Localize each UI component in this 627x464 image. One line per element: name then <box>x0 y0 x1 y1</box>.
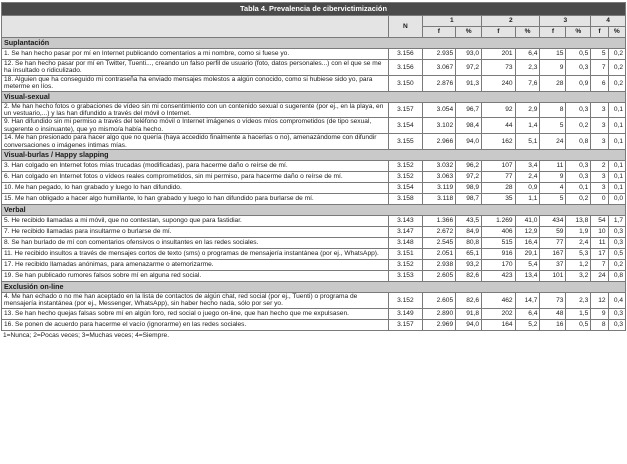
value-cell: 3.032 <box>422 161 456 172</box>
value-n: 3.149 <box>389 308 423 319</box>
section-row <box>2 91 626 102</box>
header-pct-1: % <box>456 27 482 38</box>
section-row <box>2 205 626 216</box>
item-description: 6. Han colgado en Internet fotos o vídeos reales comprometidos, sin mi permiso, para hacerme daño o reírse de mí. <box>2 172 389 183</box>
item-description: 8. Se han burlado de mí con comentarios ofensivos o insultantes en las redes sociales. <box>2 238 389 249</box>
header-pct-3: % <box>566 27 591 38</box>
value-n: 3.150 <box>389 75 423 91</box>
value-n: 3.157 <box>389 319 423 330</box>
table-row <box>2 194 626 205</box>
value-cell: 6,4 <box>515 49 540 60</box>
value-cell: 2,4 <box>515 172 540 183</box>
value-cell: 5 <box>591 49 608 60</box>
value-cell: 2,4 <box>566 238 591 249</box>
value-cell: 98,7 <box>456 194 482 205</box>
section-row <box>2 282 626 293</box>
value-cell: 0,1 <box>608 183 625 194</box>
value-cell: 28 <box>540 75 566 91</box>
value-cell: 3.102 <box>422 118 456 134</box>
value-cell: 201 <box>482 49 516 60</box>
value-cell: 35 <box>482 194 516 205</box>
value-cell: 11 <box>591 238 608 249</box>
value-cell: 2 <box>591 161 608 172</box>
value-cell: 3 <box>591 183 608 194</box>
value-cell: 0,8 <box>566 134 591 150</box>
item-description: 10. Me han pegado, lo han grabado y luego lo han difundido. <box>2 183 389 194</box>
value-cell: 3 <box>591 102 608 118</box>
header-group-3: 3 <box>540 16 591 27</box>
table-row <box>2 102 626 118</box>
value-cell: 3 <box>591 118 608 134</box>
value-cell: 5,4 <box>515 260 540 271</box>
value-cell: 0,5 <box>608 249 625 260</box>
section-row <box>2 150 626 161</box>
value-cell: 11 <box>540 161 566 172</box>
value-cell: 406 <box>482 227 516 238</box>
header-n: N <box>389 16 423 38</box>
table-footnote: 1=Nunca; 2=Pocas veces; 3=Muchas veces; 4=Siempre. <box>3 331 170 339</box>
value-cell: 2.966 <box>422 134 456 150</box>
value-cell: 3.118 <box>422 194 456 205</box>
item-description: 4. Me han echado o no me han aceptado en la lista de contactos de algún chat, red social (por ej., Tuenti) o programa de mensajería instantánea (por ej., Messenger, WhatsApp), sin haber hecho nada, sólo por ser yo. <box>2 293 389 309</box>
value-cell: 97,2 <box>456 172 482 183</box>
item-description: 13. Se han hecho quejas falsas sobre mí en algún foro, red social o juego on-line, que han hecho que me expulsasen. <box>2 308 389 319</box>
value-cell: 59 <box>540 227 566 238</box>
value-cell: 6 <box>591 75 608 91</box>
table-row <box>2 118 626 134</box>
value-cell: 24 <box>591 271 608 282</box>
value-cell: 167 <box>540 249 566 260</box>
value-cell: 5 <box>540 118 566 134</box>
value-cell: 13,4 <box>515 271 540 282</box>
value-cell: 6,4 <box>515 308 540 319</box>
table-row <box>2 161 626 172</box>
value-n: 3.157 <box>389 102 423 118</box>
header-f-1: f <box>422 27 456 38</box>
value-cell: 5,2 <box>515 319 540 330</box>
value-cell: 0,5 <box>566 319 591 330</box>
value-cell: 14,7 <box>515 293 540 309</box>
value-cell: 93,0 <box>456 49 482 60</box>
value-cell: 29,1 <box>515 249 540 260</box>
value-cell: 434 <box>540 216 566 227</box>
value-cell: 1,5 <box>566 308 591 319</box>
value-cell: 5,3 <box>566 249 591 260</box>
value-cell: 98,9 <box>456 183 482 194</box>
value-cell: 16,4 <box>515 238 540 249</box>
value-cell: 41,0 <box>515 216 540 227</box>
value-cell: 916 <box>482 249 516 260</box>
value-cell: 0,1 <box>608 161 625 172</box>
value-cell: 82,6 <box>456 293 482 309</box>
value-cell: 3 <box>591 172 608 183</box>
value-cell: 2.672 <box>422 227 456 238</box>
value-cell: 0,3 <box>608 227 625 238</box>
table-row <box>2 319 626 330</box>
value-cell: 2.938 <box>422 260 456 271</box>
value-cell: 7 <box>591 260 608 271</box>
value-cell: 0,3 <box>566 161 591 172</box>
item-description: 16. Se ponen de acuerdo para hacerme el vacío (ignorarme) en las redes sociales. <box>2 319 389 330</box>
value-cell: 202 <box>482 308 516 319</box>
value-cell: 0,3 <box>566 172 591 183</box>
value-cell: 13,8 <box>566 216 591 227</box>
value-cell: 4 <box>540 183 566 194</box>
value-cell: 0,0 <box>608 194 625 205</box>
item-description: 18. Alguien que ha conseguido mi contraseña ha enviado mensajes molestos a algún conocido, como si hubiese sido yo, para meterme en líos. <box>2 75 389 91</box>
value-cell: 0,2 <box>566 118 591 134</box>
header-group-4: 4 <box>591 16 626 27</box>
value-cell: 65,1 <box>456 249 482 260</box>
table-row <box>2 293 626 309</box>
value-cell: 77 <box>482 172 516 183</box>
value-cell: 8 <box>591 319 608 330</box>
table-row <box>2 60 626 76</box>
value-n: 3.148 <box>389 238 423 249</box>
value-cell: 1,9 <box>566 227 591 238</box>
table-row <box>2 172 626 183</box>
value-n: 3.152 <box>389 161 423 172</box>
value-cell: 2.051 <box>422 249 456 260</box>
value-cell: 97,2 <box>456 60 482 76</box>
value-cell: 0,2 <box>608 49 625 60</box>
section-row <box>2 38 626 49</box>
header-group-1: 1 <box>422 16 481 27</box>
value-cell: 0,2 <box>608 75 625 91</box>
value-n: 3.153 <box>389 271 423 282</box>
table-row <box>2 227 626 238</box>
table-body <box>2 3 626 331</box>
section-title: Suplantación <box>2 38 626 49</box>
value-cell: 423 <box>482 271 516 282</box>
value-cell: 0,3 <box>608 308 625 319</box>
value-cell: 2.935 <box>422 49 456 60</box>
item-description: 2. Me han hecho fotos o grabaciones de vídeo sin mi consentimiento con un contenido sexual o sugerente (por ej., en la playa, en un vestuario,...) y las han difundido a través del móvil o Internet. <box>2 102 389 118</box>
value-cell: 2.605 <box>422 293 456 309</box>
value-cell: 9 <box>540 60 566 76</box>
value-cell: 91,3 <box>456 75 482 91</box>
value-cell: 0,2 <box>566 194 591 205</box>
value-cell: 37 <box>540 260 566 271</box>
value-n: 3.154 <box>389 183 423 194</box>
header-group-2: 2 <box>482 16 540 27</box>
value-cell: 0,2 <box>608 60 625 76</box>
value-cell: 7,6 <box>515 75 540 91</box>
value-n: 3.147 <box>389 227 423 238</box>
value-cell: 98,4 <box>456 118 482 134</box>
item-description: 12. Se han hecho pasar por mí en Twitter, Tuenti..., creando un falso perfil de usuario (foto, datos personales...) con el que se me ha insultado o ridiculizado. <box>2 60 389 76</box>
value-n: 3.156 <box>389 60 423 76</box>
table-row <box>2 238 626 249</box>
item-description: 17. He recibido llamadas anónimas, para amenazarme o atemorizarme. <box>2 260 389 271</box>
item-description: 15. Me han obligado a hacer algo humillante, lo han grabado y luego lo han difundido para burlarse de mí. <box>2 194 389 205</box>
value-n: 3.152 <box>389 172 423 183</box>
value-cell: 3.054 <box>422 102 456 118</box>
table-row <box>2 49 626 60</box>
value-cell: 15 <box>540 49 566 60</box>
value-cell: 2,3 <box>566 293 591 309</box>
item-description: 11. He recibido insultos a través de mensajes cortos de texto (sms) o programas de mensajería instantánea (por ej., WhatsApp). <box>2 249 389 260</box>
value-cell: 91,8 <box>456 308 482 319</box>
value-cell: 162 <box>482 134 516 150</box>
value-cell: 2,3 <box>515 60 540 76</box>
value-cell: 82,6 <box>456 271 482 282</box>
value-cell: 10 <box>591 227 608 238</box>
value-cell: 2.605 <box>422 271 456 282</box>
value-cell: 1,1 <box>515 194 540 205</box>
value-cell: 0 <box>591 194 608 205</box>
value-cell: 5 <box>540 194 566 205</box>
value-cell: 101 <box>540 271 566 282</box>
value-n: 3.158 <box>389 194 423 205</box>
value-cell: 0,2 <box>608 260 625 271</box>
value-cell: 1.366 <box>422 216 456 227</box>
item-description: 3. Han colgado en Internet fotos mías trucadas (modificadas), para hacerme daño o reírse de mí. <box>2 161 389 172</box>
header-f-2: f <box>482 27 516 38</box>
value-cell: 9 <box>540 172 566 183</box>
item-description: 9. Han difundido sin mi permiso a través del teléfono móvil o Internet imágenes o vídeos míos comprometidos (de tipo sexual, sugerente o insinuante), que yo mismo/a había hecho. <box>2 118 389 134</box>
section-title: Verbal <box>2 205 626 216</box>
item-description: 1. Se han hecho pasar por mí en Internet publicando comentarios a mi nombre, como si fuese yo. <box>2 49 389 60</box>
header-pct-2: % <box>515 27 540 38</box>
section-title: Visual-burlas / Happy slapping <box>2 150 626 161</box>
value-cell: 5,1 <box>515 134 540 150</box>
value-cell: 0,9 <box>515 183 540 194</box>
value-cell: 2.876 <box>422 75 456 91</box>
value-cell: 3 <box>591 134 608 150</box>
value-cell: 0,9 <box>566 75 591 91</box>
value-cell: 3.067 <box>422 60 456 76</box>
value-n: 3.152 <box>389 260 423 271</box>
header-f-3: f <box>540 27 566 38</box>
value-cell: 92 <box>482 102 516 118</box>
value-cell: 2.969 <box>422 319 456 330</box>
item-description: 19. Se han publicado rumores falsos sobre mí en alguna red social. <box>2 271 389 282</box>
value-cell: 54 <box>591 216 608 227</box>
value-cell: 16 <box>540 319 566 330</box>
value-cell: 1,4 <box>515 118 540 134</box>
value-cell: 94,0 <box>456 134 482 150</box>
value-cell: 1,7 <box>608 216 625 227</box>
value-cell: 2,9 <box>515 102 540 118</box>
table-row <box>2 75 626 91</box>
value-cell: 164 <box>482 319 516 330</box>
section-title: Exclusión on-line <box>2 282 626 293</box>
value-n: 3.154 <box>389 118 423 134</box>
value-cell: 1.269 <box>482 216 516 227</box>
value-cell: 2.545 <box>422 238 456 249</box>
value-cell: 107 <box>482 161 516 172</box>
value-cell: 462 <box>482 293 516 309</box>
value-cell: 80,8 <box>456 238 482 249</box>
value-cell: 0,1 <box>608 118 625 134</box>
value-cell: 0,3 <box>566 60 591 76</box>
value-cell: 94,0 <box>456 319 482 330</box>
header-blank <box>2 16 389 38</box>
value-cell: 93,2 <box>456 260 482 271</box>
value-cell: 73 <box>482 60 516 76</box>
value-cell: 240 <box>482 75 516 91</box>
value-n: 3.151 <box>389 249 423 260</box>
value-cell: 3,4 <box>515 161 540 172</box>
value-cell: 84,9 <box>456 227 482 238</box>
value-cell: 0,1 <box>566 183 591 194</box>
value-cell: 0,5 <box>566 49 591 60</box>
value-cell: 3.063 <box>422 172 456 183</box>
table-row <box>2 308 626 319</box>
value-cell: 44 <box>482 118 516 134</box>
value-cell: 0,3 <box>608 319 625 330</box>
value-n: 3.143 <box>389 216 423 227</box>
item-description: 7. He recibido llamadas para insultarme o burlarse de mí. <box>2 227 389 238</box>
value-cell: 0,4 <box>608 293 625 309</box>
value-cell: 0,3 <box>566 102 591 118</box>
value-cell: 1,2 <box>566 260 591 271</box>
value-cell: 0,1 <box>608 172 625 183</box>
header-f-4: f <box>591 27 608 38</box>
value-cell: 2.890 <box>422 308 456 319</box>
header-row-groups <box>2 16 626 27</box>
value-cell: 8 <box>540 102 566 118</box>
item-description: 14. Me han presionado para hacer algo que no quería (haya accedido finalmente a hacerlas o no), amenazándome con difundir conversaciones o imágenes íntimas mías. <box>2 134 389 150</box>
value-cell: 9 <box>591 308 608 319</box>
value-n: 3.152 <box>389 293 423 309</box>
value-cell: 12 <box>591 293 608 309</box>
value-cell: 170 <box>482 260 516 271</box>
section-title: Visual-sexual <box>2 91 626 102</box>
value-cell: 73 <box>540 293 566 309</box>
value-cell: 3.119 <box>422 183 456 194</box>
value-cell: 12,9 <box>515 227 540 238</box>
value-cell: 96,7 <box>456 102 482 118</box>
value-cell: 0,3 <box>608 238 625 249</box>
table-row <box>2 134 626 150</box>
table-row <box>2 249 626 260</box>
value-cell: 0,1 <box>608 134 625 150</box>
value-n: 3.156 <box>389 49 423 60</box>
value-cell: 77 <box>540 238 566 249</box>
value-cell: 43,5 <box>456 216 482 227</box>
value-cell: 0,1 <box>608 102 625 118</box>
table-row <box>2 271 626 282</box>
table-row <box>2 216 626 227</box>
value-cell: 0,8 <box>608 271 625 282</box>
table-title: Tabla 4. Prevalencia de cibervictimización <box>2 3 626 16</box>
value-cell: 515 <box>482 238 516 249</box>
value-cell: 24 <box>540 134 566 150</box>
value-cell: 17 <box>591 249 608 260</box>
value-n: 3.155 <box>389 134 423 150</box>
item-description: 5. He recibido llamadas a mi móvil, que no contestan, supongo que para fastidiar. <box>2 216 389 227</box>
value-cell: 28 <box>482 183 516 194</box>
value-cell: 96,2 <box>456 161 482 172</box>
value-cell: 3,2 <box>566 271 591 282</box>
header-pct-4: % <box>608 27 625 38</box>
prevalence-table <box>1 2 626 331</box>
value-cell: 48 <box>540 308 566 319</box>
table-row <box>2 260 626 271</box>
table-row <box>2 183 626 194</box>
value-cell: 7 <box>591 60 608 76</box>
